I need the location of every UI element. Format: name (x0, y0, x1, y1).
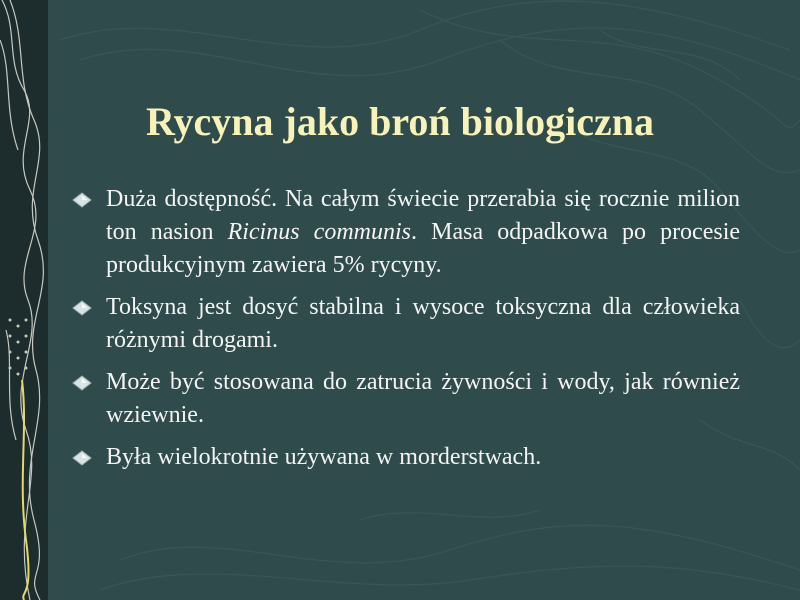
left-decorative-strip (0, 0, 48, 600)
bullet-list (72, 183, 740, 483)
bullet-4-text: Była wielokrotnie używana w morderstwach. (106, 444, 542, 470)
bullet-3-text: Może być stosowana do zatrucia żywności i wody, jak również wziewnie. (106, 369, 740, 428)
diamond-bullet-icon (72, 375, 92, 391)
bullet-item-1 (72, 183, 740, 282)
bullet-1-text: Duża dostępność. Na całym świecie przerabia się rocznie milion ton nasion Ricinus communis. Masa odpadkowa po procesie produkcyjnym zawiera 5% rycyny. (106, 186, 741, 278)
bullet-item-4 (72, 441, 740, 474)
bullet-item-2 (72, 291, 740, 357)
bullet-item-3 (72, 366, 740, 432)
diamond-bullet-icon (72, 300, 92, 316)
species-name: Ricinus communis (227, 219, 411, 245)
slide-title: Rycyna jako broń biologiczna (146, 99, 654, 144)
bullet-2-text: Toksyna jest dosyć stabilna i wysoce toksyczna dla człowieka różnymi drogami. (106, 294, 740, 353)
diamond-bullet-icon (72, 450, 92, 466)
diamond-bullet-icon (72, 192, 92, 208)
